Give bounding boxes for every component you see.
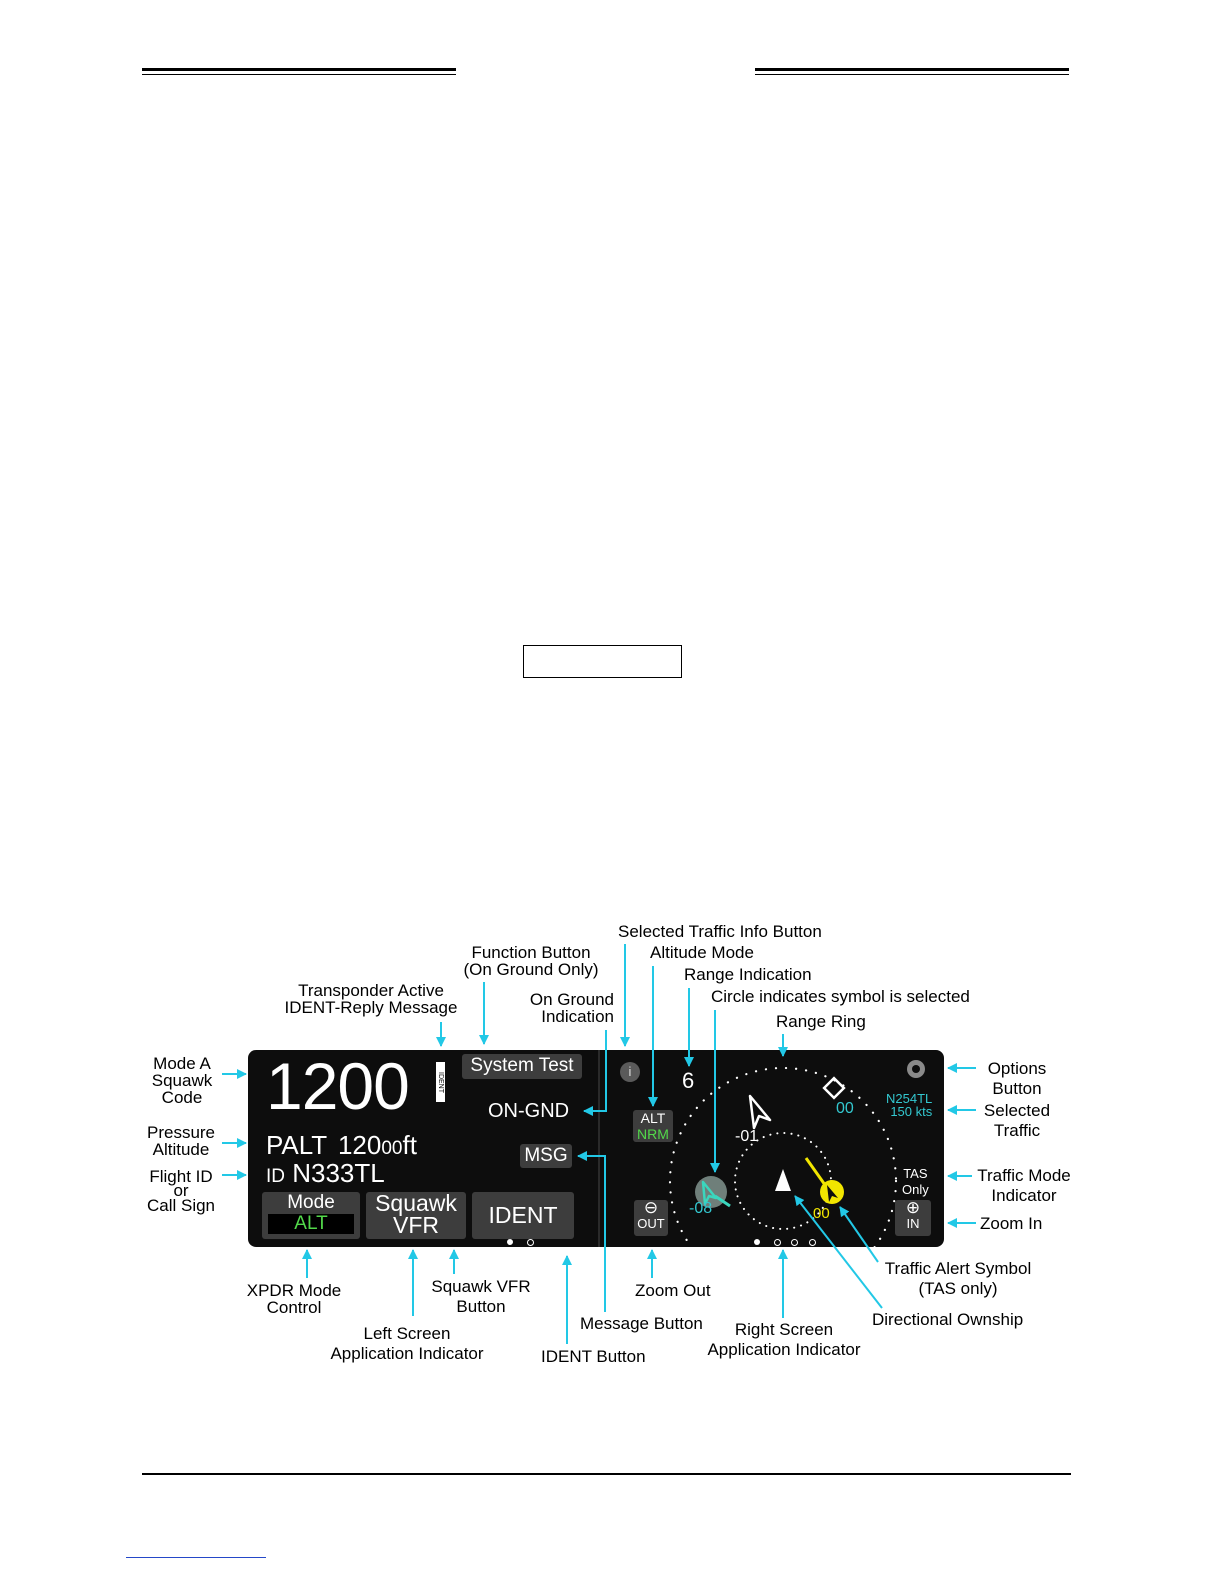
msg-button[interactable]: MSG — [520, 1144, 572, 1168]
ident-button[interactable]: IDENT — [472, 1192, 574, 1239]
tas-line1: TAS — [903, 1166, 928, 1181]
mode-label: Mode — [287, 1192, 335, 1213]
callout-selected-traffic: Selected Traffic — [983, 1101, 1051, 1140]
traffic-diamond-altitude: 00 — [836, 1100, 854, 1117]
alt-label: ALT — [640, 1110, 666, 1126]
callout-xpdr-mode-control: XPDR Mode Control — [246, 1281, 342, 1317]
callout-altitude-mode: Altitude Mode — [650, 943, 754, 962]
flight-id-value: N333TL — [292, 1158, 385, 1188]
on-ground-indication: ON-GND — [488, 1100, 570, 1122]
arrow-on-ground — [584, 1030, 606, 1111]
callout-range-ring: Range Ring — [776, 1012, 866, 1031]
mode-value: ALT — [268, 1214, 354, 1234]
callout-right-screen-indicator: Right Screen Application Indicator — [707, 1320, 861, 1359]
arrow-traffic-alert — [840, 1207, 878, 1262]
callout-directional-ownship: Directional Ownship — [872, 1310, 1024, 1329]
arrow-message-button — [578, 1156, 605, 1312]
traffic-arrow-altitude: -01 — [735, 1128, 759, 1145]
callout-left-screen-indicator: Left Screen Application Indicator — [330, 1324, 484, 1363]
callout-traffic-mode-indicator: Traffic Mode Indicator — [977, 1166, 1071, 1205]
zoom-out-icon: ⊖ — [643, 1198, 659, 1217]
alt-mode: NRM — [637, 1126, 669, 1142]
callout-pressure-altitude: Pressure Altitude — [146, 1123, 216, 1159]
palt-value: 120 — [337, 1130, 382, 1160]
callout-on-ground: On Ground Indication — [529, 990, 614, 1026]
palt-label: PALT — [266, 1130, 327, 1160]
callout-function-button: Function Button (On Ground Only) — [463, 943, 599, 979]
info-button[interactable]: i — [620, 1062, 640, 1082]
selected-traffic-altitude: -08 — [689, 1200, 713, 1217]
callout-zoom-in: Zoom In — [980, 1214, 1043, 1233]
squawk-vfr-line2: VFR — [393, 1212, 439, 1238]
palt-unit: ft — [402, 1130, 417, 1160]
callout-ident-button: IDENT Button — [541, 1347, 646, 1366]
callout-mode-a-squawk-code: Mode A Squawk Code — [151, 1054, 213, 1107]
callout-range-indication: Range Indication — [684, 965, 812, 984]
callout-transponder-active: Transponder Active IDENT-Reply Message — [284, 981, 458, 1017]
callout-message-button: Message Button — [580, 1314, 703, 1333]
callout-traffic-alert-symbol: Traffic Alert Symbol (TAS only) — [884, 1259, 1032, 1298]
selected-traffic-id: N254TL — [886, 1091, 933, 1106]
squawk-code: 1200 — [266, 1049, 409, 1123]
callout-flight-id: Flight ID or Call Sign — [146, 1167, 216, 1215]
tas-line2: Only — [902, 1182, 929, 1197]
callout-zoom-out: Zoom Out — [635, 1281, 711, 1300]
arrow-directional-ownship — [795, 1196, 882, 1308]
ident-reply-indicator: IDENT — [436, 1062, 445, 1102]
flight-id-label: ID — [266, 1166, 285, 1187]
callout-circle-selected: Circle indicates symbol is selected — [711, 987, 970, 1006]
system-test-button[interactable]: System Test — [462, 1054, 582, 1079]
selected-traffic-speed: 150 kts — [890, 1104, 933, 1119]
callout-selected-traffic-info: Selected Traffic Info Button — [618, 922, 822, 941]
traffic-alert-altitude: 00 — [813, 1205, 830, 1222]
palt-value-small: 00 — [381, 1138, 403, 1159]
callout-options-button: Options Button — [987, 1059, 1047, 1098]
range-indication: 6 — [682, 1068, 695, 1093]
squawk-vfr-line1: Squawk — [375, 1190, 457, 1216]
zoom-out-label: OUT — [637, 1216, 665, 1231]
zoom-in-icon: ⊕ — [905, 1198, 921, 1217]
zoom-in-label: IN — [906, 1216, 920, 1231]
callout-squawk-vfr-button: Squawk VFR Button — [431, 1277, 531, 1316]
